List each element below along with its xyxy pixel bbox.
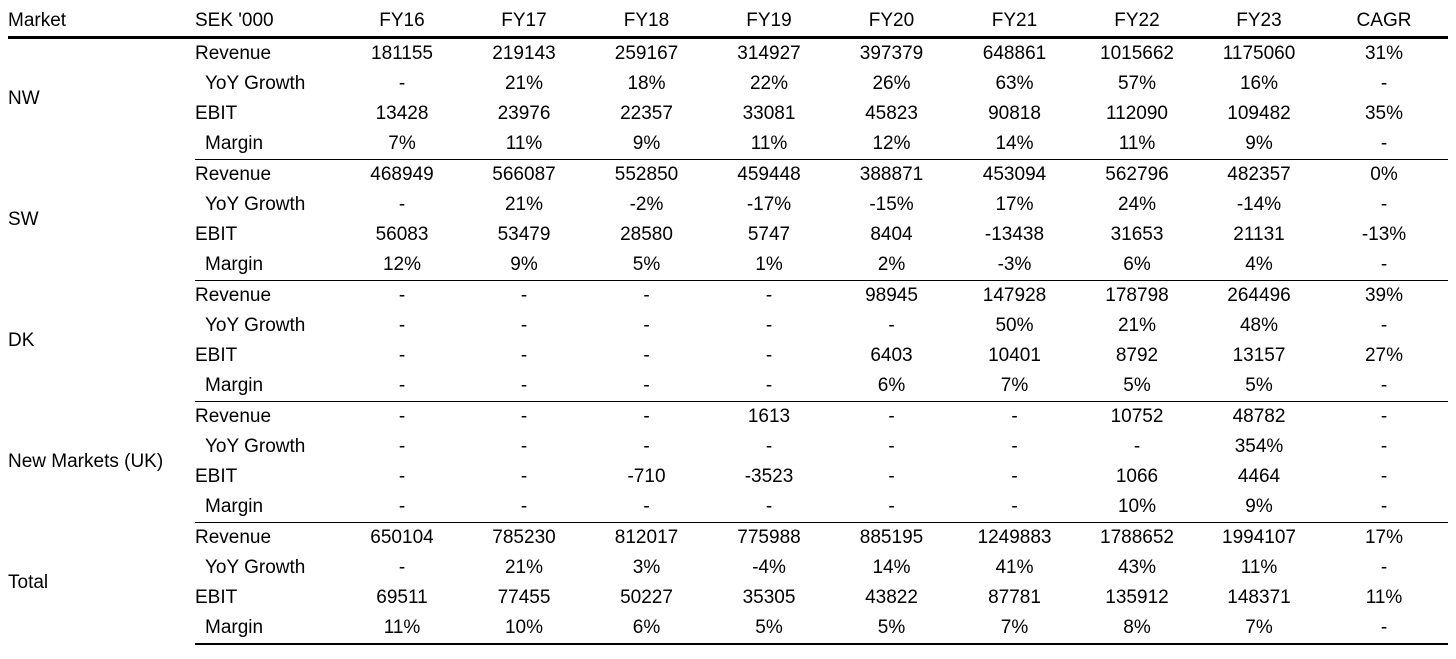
cagr-cell: - [1380, 194, 1388, 215]
value-cell: - [643, 285, 650, 306]
value-cell: 90818 [988, 103, 1041, 124]
value-cell: - [398, 406, 406, 427]
unit-column-header: SEK '000 [195, 6, 341, 38]
metric-label: Revenue [195, 285, 272, 306]
value-cell: - [341, 492, 463, 523]
metric-label: EBIT [195, 345, 238, 366]
value-cell: 552850 [614, 164, 679, 185]
value-cell: 10% [463, 613, 585, 644]
value-cell: - [398, 194, 406, 215]
value-cell: 148371 [1227, 587, 1291, 608]
value-cell: 1788652 [1100, 527, 1174, 548]
table-body [8, 38, 1448, 645]
cagr-column-header: CAGR [1320, 6, 1448, 38]
metric-label: EBIT [195, 224, 238, 245]
metric-label: Margin [195, 129, 341, 160]
value-cell: -13438 [984, 224, 1045, 245]
financial-table [8, 6, 1448, 645]
value-cell: 10752 [1110, 406, 1164, 427]
market-label: NW [8, 88, 40, 110]
value-cell: 562796 [1105, 164, 1169, 185]
value-cell: - [520, 285, 528, 306]
value-cell: 14% [872, 557, 911, 578]
value-cell: 7% [341, 129, 463, 160]
value-cell: 5% [830, 613, 953, 644]
year-column-header: FY23 [1198, 6, 1320, 38]
value-cell: 1249883 [977, 527, 1052, 548]
value-cell: 13428 [375, 103, 429, 124]
value-cell: 6% [585, 613, 708, 644]
value-cell: 482357 [1227, 164, 1291, 185]
value-cell: 147928 [982, 285, 1047, 306]
value-cell: 43% [1117, 557, 1157, 578]
table-row [8, 553, 1448, 583]
value-cell: -14% [1236, 194, 1282, 215]
year-column-header: FY18 [585, 6, 708, 38]
value-cell: 5747 [747, 224, 791, 245]
value-cell: - [643, 406, 650, 427]
cagr-cell: 39% [1364, 285, 1404, 306]
value-cell: 8404 [870, 224, 913, 245]
value-cell: 775988 [737, 527, 801, 548]
value-cell: 17% [995, 194, 1034, 215]
cagr-cell: 27% [1364, 345, 1404, 366]
value-cell: 21131 [1233, 224, 1285, 245]
value-cell: 11% [341, 613, 463, 644]
value-cell: 459448 [737, 164, 801, 185]
year-column-header: FY22 [1076, 6, 1198, 38]
value-cell: 178798 [1105, 285, 1169, 306]
value-cell: 9% [463, 250, 585, 281]
value-cell: 3% [632, 557, 661, 578]
value-cell: 14% [953, 129, 1076, 160]
value-cell: 397379 [859, 43, 924, 64]
table-row [8, 311, 1448, 341]
value-cell: - [643, 315, 650, 336]
value-cell: 4% [1198, 250, 1320, 281]
value-cell: - [463, 492, 585, 523]
value-cell: -17% [746, 194, 792, 215]
value-cell: 7% [1198, 613, 1320, 644]
value-cell: - [398, 285, 406, 306]
value-cell: 6% [830, 371, 953, 402]
table-row [8, 250, 1448, 281]
value-cell: 181155 [371, 43, 433, 64]
value-cell: 12% [830, 129, 953, 160]
value-cell: 12% [341, 250, 463, 281]
value-cell: 57% [1117, 73, 1157, 94]
value-cell: - [398, 345, 406, 366]
value-cell: - [520, 466, 528, 487]
value-cell: -3% [953, 250, 1076, 281]
metric-label: Margin [195, 492, 341, 523]
cagr-cell: - [1320, 371, 1448, 402]
value-cell: - [1011, 466, 1018, 487]
value-cell: 8792 [1115, 345, 1159, 366]
value-cell: 21% [504, 557, 544, 578]
cagr-cell: - [1320, 250, 1448, 281]
value-cell: 10% [1076, 492, 1198, 523]
metric-label: Revenue [195, 406, 272, 427]
market-column-header: Market [8, 6, 195, 38]
cagr-cell: - [1380, 73, 1388, 94]
table-row [8, 129, 1448, 160]
value-cell: 6403 [870, 345, 913, 366]
cagr-cell: 11% [1365, 587, 1403, 608]
value-cell: 21% [504, 194, 544, 215]
table-row [8, 613, 1448, 644]
metric-label: Margin [195, 613, 341, 644]
table-row [8, 341, 1448, 371]
cagr-cell: - [1320, 613, 1448, 644]
value-cell: 23976 [497, 103, 551, 124]
value-cell: 22357 [620, 103, 673, 124]
value-cell: -3523 [744, 466, 794, 487]
value-cell: 16% [1239, 73, 1279, 94]
metric-label: Revenue [195, 527, 272, 548]
value-cell: 112090 [1106, 103, 1168, 124]
value-cell: 21% [504, 73, 544, 94]
metric-label: Revenue [195, 164, 272, 185]
value-cell: - [643, 436, 650, 457]
value-cell: 1175060 [1222, 43, 1296, 64]
metric-label: YoY Growth [205, 315, 306, 336]
value-cell: - [953, 492, 1076, 523]
value-cell: - [398, 315, 406, 336]
value-cell: - [888, 315, 895, 336]
market-label: SW [8, 209, 39, 230]
value-cell: 388871 [859, 164, 924, 185]
value-cell: 50% [995, 315, 1034, 336]
value-cell: 5% [1198, 371, 1320, 402]
value-cell: 69511 [376, 587, 428, 608]
value-cell: 1% [708, 250, 830, 281]
value-cell: 6% [1076, 250, 1198, 281]
value-cell: - [1011, 436, 1018, 457]
value-cell: 219143 [492, 43, 556, 64]
value-cell: 43822 [865, 587, 918, 608]
value-cell: 53479 [497, 224, 551, 245]
value-cell: 135912 [1105, 587, 1169, 608]
value-cell: - [398, 73, 406, 94]
value-cell: 77455 [497, 587, 551, 608]
value-cell: 2% [830, 250, 953, 281]
value-cell: - [341, 371, 463, 402]
value-cell: 13157 [1232, 345, 1286, 366]
value-cell: 26% [872, 73, 911, 94]
value-cell: 48782 [1232, 406, 1286, 427]
value-cell: 468949 [370, 164, 434, 185]
table-row [8, 69, 1448, 99]
value-cell: 11% [708, 129, 830, 160]
value-cell: 9% [585, 129, 708, 160]
value-cell: 650104 [370, 527, 434, 548]
value-cell: 453094 [982, 164, 1047, 185]
value-cell: 31653 [1110, 224, 1164, 245]
metric-label: YoY Growth [205, 557, 306, 578]
value-cell: 1994107 [1222, 527, 1296, 548]
value-cell: 566087 [492, 164, 556, 185]
value-cell: - [888, 436, 895, 457]
value-cell: 9% [1198, 129, 1320, 160]
table-row [8, 523, 1448, 554]
value-cell: - [765, 315, 773, 336]
value-cell: 10401 [988, 345, 1041, 366]
value-cell: 24% [1117, 194, 1157, 215]
value-cell: - [1133, 436, 1141, 457]
value-cell: 50227 [620, 587, 673, 608]
value-cell: 5% [708, 613, 830, 644]
value-cell: 1015662 [1100, 43, 1174, 64]
table-header [8, 6, 1448, 38]
cagr-cell: - [1380, 315, 1388, 336]
value-cell: 56083 [375, 224, 429, 245]
value-cell: 22% [749, 73, 789, 94]
metric-label: YoY Growth [205, 194, 306, 215]
value-cell: - [708, 371, 830, 402]
metric-label: EBIT [195, 587, 238, 608]
value-cell: - [520, 436, 528, 457]
cagr-cell: - [1380, 557, 1388, 578]
table-row [8, 402, 1448, 433]
value-cell: 109482 [1227, 103, 1291, 124]
market-label: New Markets (UK) [8, 451, 164, 472]
cagr-cell: - [1320, 129, 1448, 160]
value-cell: 264496 [1227, 285, 1291, 306]
year-column-header: FY20 [830, 6, 953, 38]
value-cell: - [830, 492, 953, 523]
cagr-cell: 31% [1364, 43, 1404, 64]
value-cell: 648861 [982, 43, 1047, 64]
metric-label: EBIT [195, 103, 238, 124]
market-label: Total [8, 572, 49, 594]
value-cell: 1066 [1115, 466, 1159, 487]
value-cell: - [708, 492, 830, 523]
value-cell: 48% [1239, 315, 1279, 336]
value-cell: 21% [1117, 315, 1157, 336]
value-cell: - [520, 406, 528, 427]
value-cell: 33081 [742, 103, 796, 124]
year-column-header: FY16 [341, 6, 463, 38]
table-row [8, 462, 1448, 492]
table-row [8, 160, 1448, 191]
market-label: DK [8, 330, 35, 351]
value-cell: - [888, 466, 895, 487]
cagr-cell: 35% [1364, 103, 1404, 124]
value-cell: -2% [629, 194, 664, 215]
value-cell: - [520, 345, 528, 366]
value-cell: - [585, 492, 708, 523]
value-cell: 885195 [859, 527, 924, 548]
value-cell: 18% [627, 73, 666, 94]
value-cell: 785230 [492, 527, 556, 548]
value-cell: -710 [627, 466, 666, 487]
value-cell: -4% [752, 557, 786, 578]
value-cell: - [398, 436, 406, 457]
value-cell: 11% [463, 129, 585, 160]
table-row [8, 492, 1448, 523]
cagr-cell: - [1320, 492, 1448, 523]
value-cell: 98945 [865, 285, 918, 306]
value-cell: - [398, 557, 406, 578]
cagr-cell: 0% [1370, 164, 1398, 185]
value-cell: 5% [585, 250, 708, 281]
value-cell: 87781 [988, 587, 1041, 608]
value-cell: - [1011, 406, 1018, 427]
metric-label: Margin [195, 371, 341, 402]
table-row [8, 281, 1448, 312]
value-cell: 9% [1198, 492, 1320, 523]
value-cell: 1613 [747, 406, 791, 427]
table-row [8, 99, 1448, 129]
metric-label: EBIT [195, 466, 238, 487]
value-cell: - [398, 466, 406, 487]
value-cell: 28580 [620, 224, 673, 245]
metric-label: Margin [195, 250, 341, 281]
value-cell: - [643, 345, 650, 366]
cagr-cell: - [1380, 406, 1388, 427]
value-cell: 7% [953, 371, 1076, 402]
metric-label: YoY Growth [205, 436, 306, 457]
value-cell: 11% [1240, 557, 1278, 578]
value-cell: 45823 [865, 103, 918, 124]
value-cell: 354% [1234, 436, 1284, 457]
value-cell: 5% [1076, 371, 1198, 402]
table-row [8, 432, 1448, 462]
cagr-cell: - [1380, 436, 1388, 457]
value-cell: 63% [995, 73, 1034, 94]
value-cell: - [520, 315, 528, 336]
header-row [8, 6, 1448, 38]
metric-label: Revenue [195, 43, 272, 64]
value-cell: - [888, 406, 895, 427]
value-cell: 8% [1076, 613, 1198, 644]
cagr-cell: -13% [1361, 224, 1407, 245]
table-row [8, 38, 1448, 70]
table-row [8, 583, 1448, 613]
cagr-cell: 17% [1364, 527, 1404, 548]
value-cell: - [585, 371, 708, 402]
value-cell: 11% [1076, 129, 1198, 160]
value-cell: 314927 [737, 43, 801, 64]
value-cell: 259167 [614, 43, 679, 64]
cagr-cell: - [1380, 466, 1388, 487]
year-column-header: FY19 [708, 6, 830, 38]
value-cell: 812017 [614, 527, 679, 548]
value-cell: 4464 [1237, 466, 1281, 487]
value-cell: - [765, 285, 773, 306]
value-cell: - [765, 436, 773, 457]
metric-label: YoY Growth [205, 73, 306, 94]
value-cell: - [463, 371, 585, 402]
table-row [8, 371, 1448, 402]
year-column-header: FY17 [463, 6, 585, 38]
value-cell: - [765, 345, 773, 366]
value-cell: 41% [995, 557, 1034, 578]
value-cell: -15% [869, 194, 914, 215]
value-cell: 35305 [742, 587, 796, 608]
year-column-header: FY21 [953, 6, 1076, 38]
table-row [8, 190, 1448, 220]
table-row [8, 220, 1448, 250]
value-cell: 7% [953, 613, 1076, 644]
